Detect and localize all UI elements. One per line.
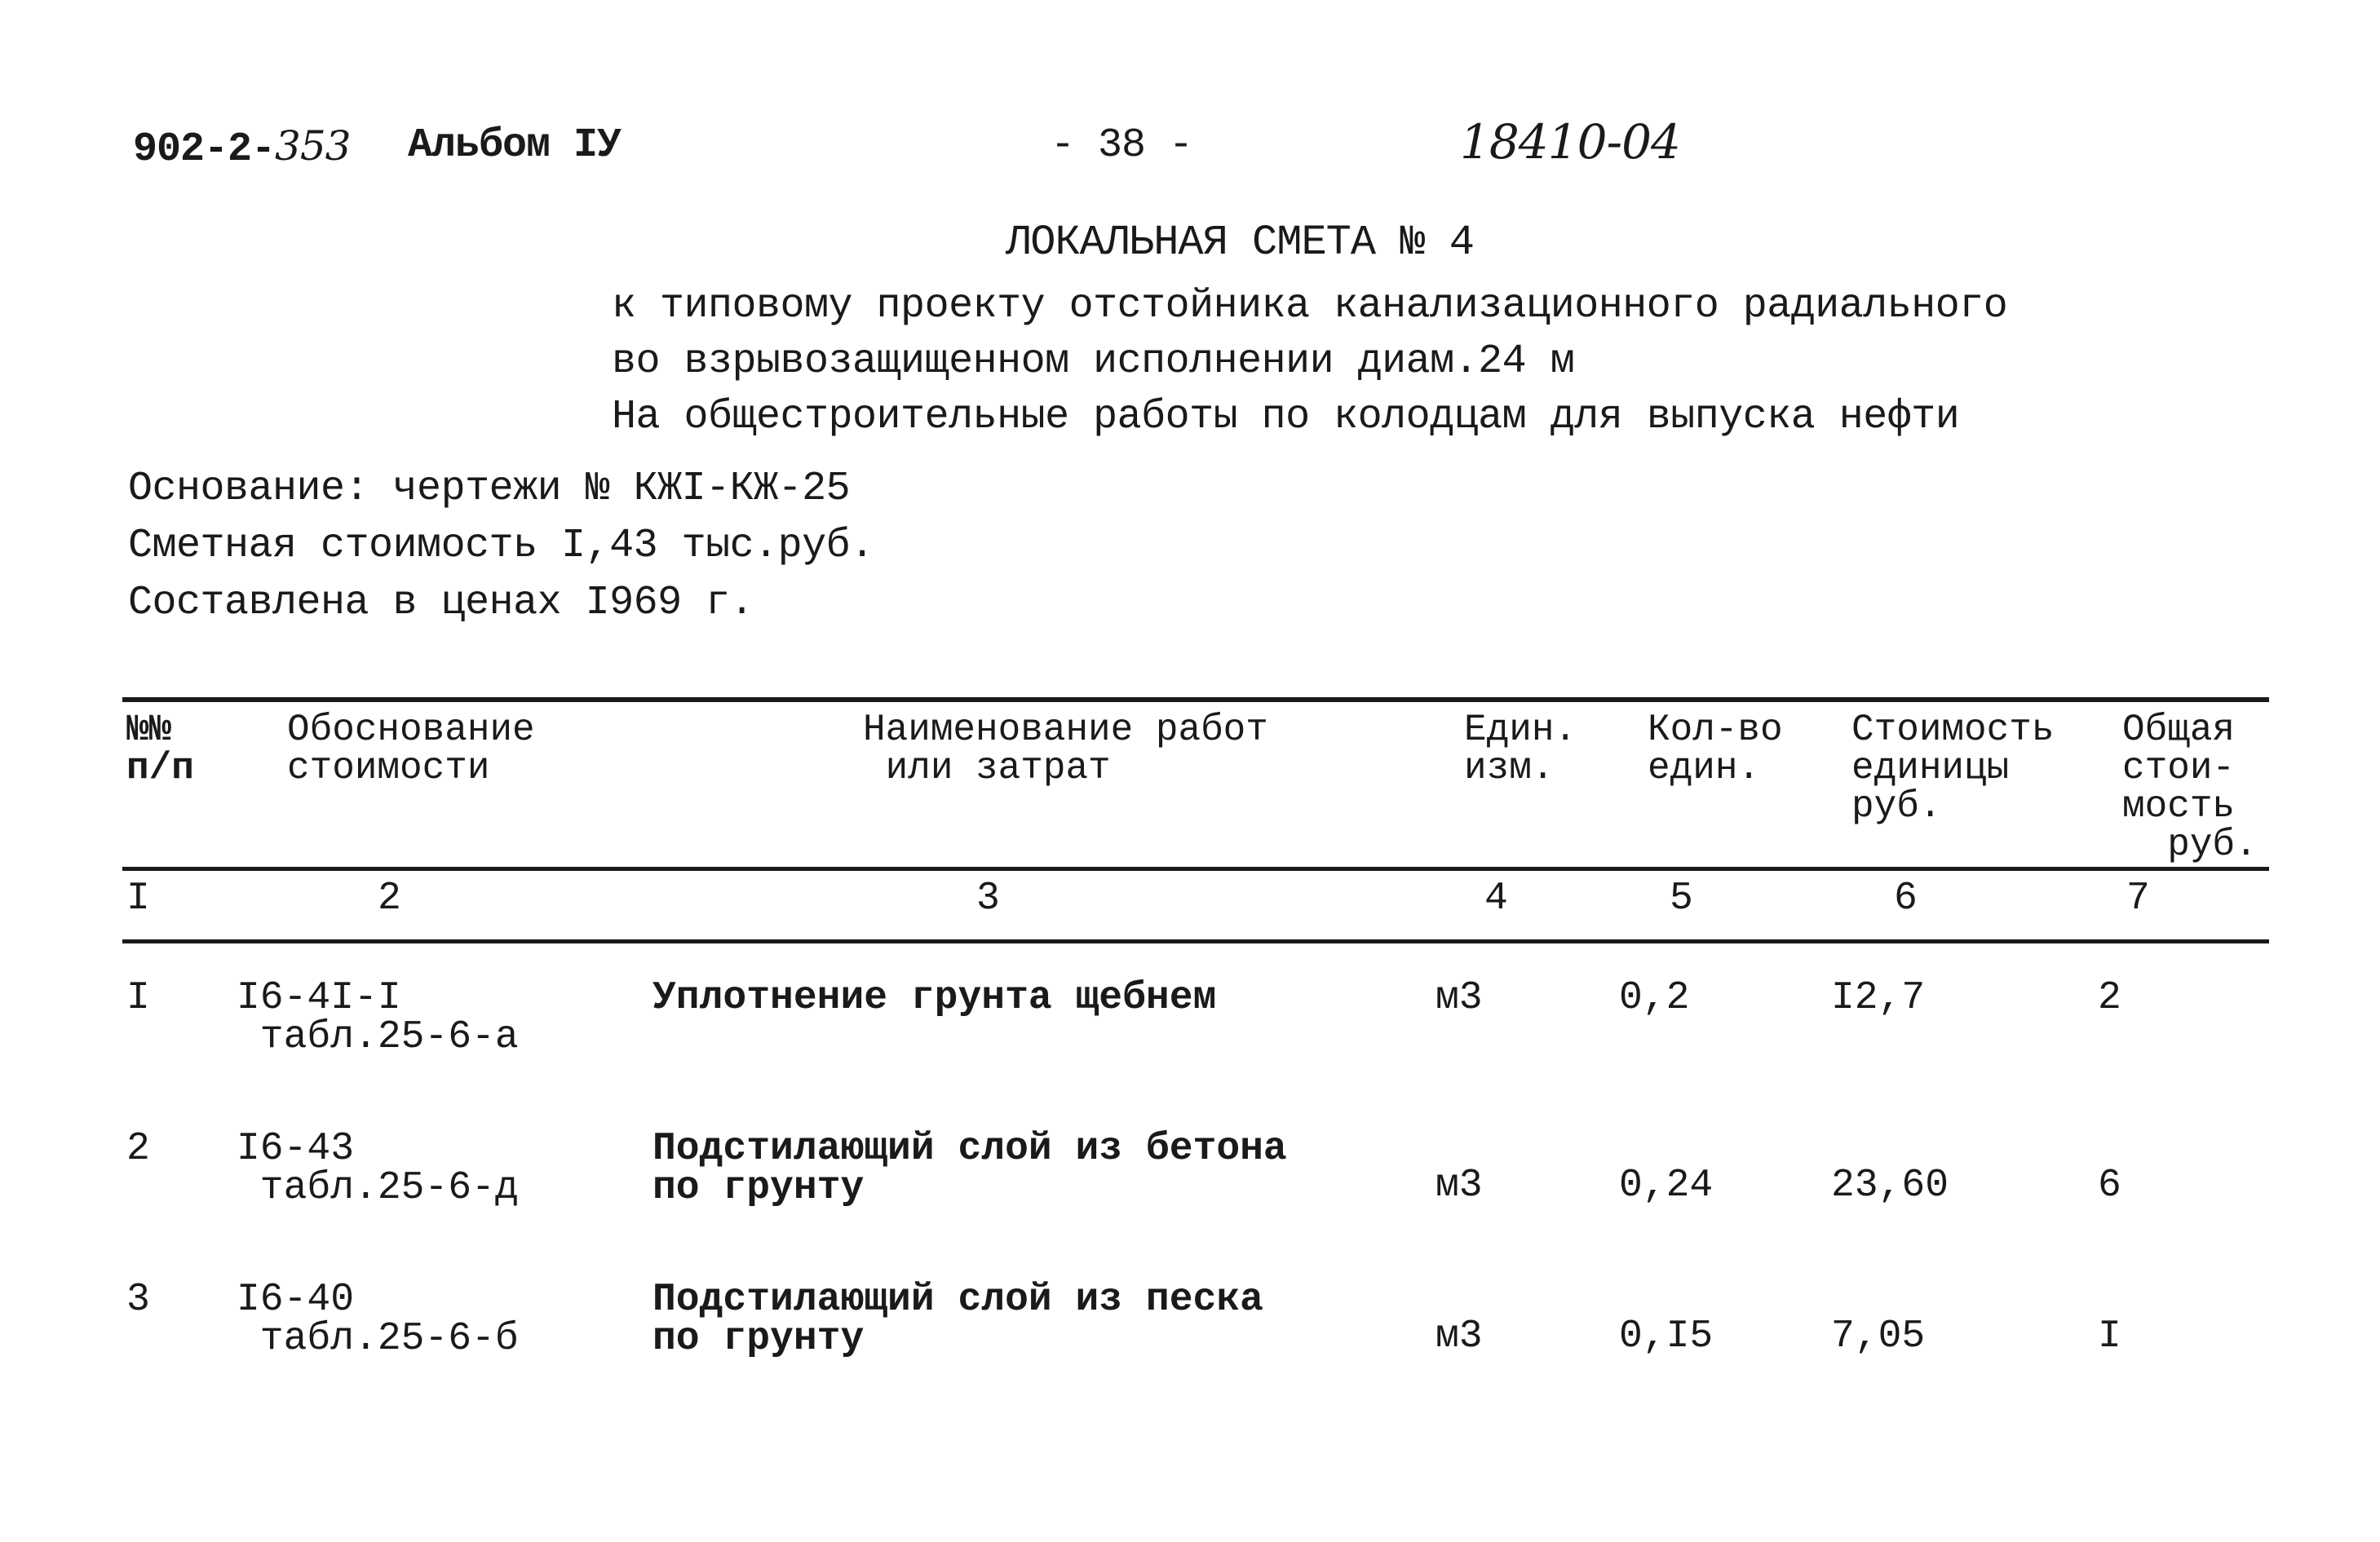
document-heading: ЛОКАЛЬНАЯ СМЕТА № 4: [1006, 219, 1474, 267]
row-unit: м3: [1436, 976, 1483, 1020]
row-basis: I6-43 табл.25-6-д: [237, 1127, 519, 1210]
row-qty: 0,2: [1619, 976, 1690, 1020]
row-name: Подстилающий слой из бетона по грунту: [653, 1127, 1287, 1210]
header-code: [133, 122, 350, 173]
col-header-5: Кол-во един.: [1648, 709, 1783, 789]
title-line-2: во взрывозащищенном исполнении диам.24 м: [612, 338, 1575, 385]
col-header-3: Наименование работ или затрат: [863, 709, 1268, 789]
column-numbers-rule: [122, 939, 2269, 943]
col-number-2: 2: [378, 877, 401, 921]
col-header-4: Един. изм.: [1464, 709, 1577, 789]
code-printed: 902-2-: [133, 126, 276, 173]
row-number: 2: [126, 1127, 150, 1171]
prices-line: Составлена в ценах I969 г.: [128, 580, 754, 626]
col-number-1: I: [126, 877, 150, 921]
basis-line: Основание: чертежи № КЖI-КЖ-25: [128, 466, 851, 512]
col-number-3: 3: [976, 877, 1000, 921]
col-header-2: Обоснование стоимости: [287, 709, 535, 789]
title-block: [612, 279, 2007, 445]
title-line-1: к типовому проекту отстойника канализационного радиального: [612, 283, 2008, 329]
album-label: Альбом IУ: [408, 122, 622, 169]
row-number: I: [126, 976, 150, 1020]
col-header-6: Стоимость единицы руб.: [1851, 709, 2055, 828]
row-basis: I6-4I-I табл.25-6-а: [237, 976, 519, 1059]
row-price: 23,60: [1831, 1164, 1949, 1208]
row-price: I2,7: [1831, 976, 1926, 1020]
row-unit: м3: [1436, 1314, 1483, 1359]
col-number-6: 6: [1894, 877, 1918, 921]
col-number-5: 5: [1670, 877, 1693, 921]
row-name: Подстилающий слой из песка по грунту: [653, 1278, 1263, 1361]
col-header-1: №№ п/п: [126, 709, 194, 789]
col-number-4: 4: [1484, 877, 1508, 921]
title-line-3: На общестроительные работы по колодцам для выпуска нефти: [612, 394, 1960, 440]
row-total: 2: [2098, 976, 2121, 1020]
row-name: Уплотнение грунта щебнем: [653, 976, 1217, 1020]
page-number: - 38 -: [1051, 122, 1193, 169]
header-bottom-rule: [122, 867, 2269, 871]
row-qty: 0,I5: [1619, 1314, 1714, 1359]
meta-block: [128, 461, 874, 632]
row-total: 6: [2098, 1164, 2121, 1208]
table-top-rule: [122, 697, 2269, 702]
row-total: I: [2098, 1314, 2121, 1359]
col-header-7: Общая стои- мость руб.: [2122, 709, 2258, 866]
row-qty: 0,24: [1619, 1164, 1714, 1208]
row-number: 3: [126, 1278, 150, 1322]
row-price: 7,05: [1831, 1314, 1926, 1359]
code-handwritten: 353: [275, 122, 351, 170]
row-unit: м3: [1436, 1164, 1483, 1208]
inventory-number: 18410-04: [1460, 114, 1680, 170]
cost-line: Сметная стоимость I,43 тыс.руб.: [128, 523, 874, 569]
col-number-7: 7: [2126, 877, 2150, 921]
row-basis: I6-40 табл.25-6-б: [237, 1278, 519, 1361]
